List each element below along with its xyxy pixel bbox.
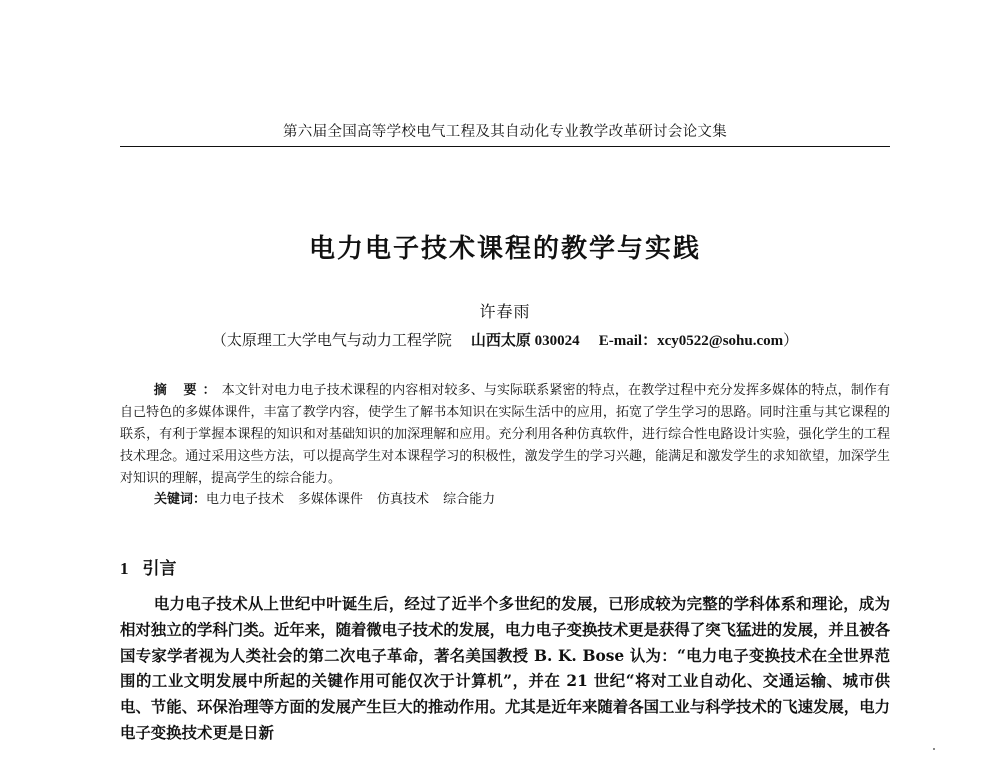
keyword-item: 综合能力 <box>443 492 496 507</box>
affiliation <box>120 329 890 350</box>
keyword-item: 仿真技术 <box>377 492 430 507</box>
keyword-item: 多媒体课件 <box>298 492 364 507</box>
author-name: 许春雨 <box>479 302 531 321</box>
section-number: 1 <box>120 559 129 578</box>
section-title: 引言 <box>142 559 177 579</box>
keywords-label: 关键词： <box>154 492 207 507</box>
abstract-label: 摘 要： <box>153 383 222 398</box>
running-header: 第六届全国高等学校电气工程及其自动化专业教学改革研讨会论文集 <box>120 120 890 147</box>
affiliation-close-paren: ） <box>783 331 799 349</box>
paper-title: 电力电子技术课程的教学与实践 <box>308 234 701 264</box>
keyword-item: 电力电子技术 <box>206 492 285 507</box>
body-paragraph: 电力电子技术从上世纪中叶诞生后，经过了近半个多世纪的发展，已形成较为完整的学科体系和理论，成为相对独立的学科门类。近年来，随着微电子技术的发展，电力电子变换技术更是获得了突飞猛进的发展，并且被各国专家学者视为人类社会的第二次电子革命，著名美国教授 B. K. Bose 认为：“电力电子变换技术在全世界范围的工业文明发展中所起的关键作用可能仅次于计算机”，并在 21 世纪“将对工业自动化、交通运输、城市供电、节能、环保治理等方面的发展产生巨大的推动作用。尤其是近年来随着各国工业与科学技术的飞速发展，电力电子变换技术更是日新 <box>120 595 890 742</box>
affiliation-institution: 太原理工大学电气与动力工程学院 <box>226 331 452 349</box>
affiliation-city: 山西太原 030024 <box>470 333 580 349</box>
affiliation-email-label: E-mail： <box>598 333 658 349</box>
scan-speck <box>933 748 935 750</box>
abstract-text: 本文针对电力电子技术课程的内容相对较多、与实际联系紧密的特点，在教学过程中充分发挥多媒体的特点，制作有自己特色的多媒体课件，丰富了教学内容，使学生了解书本知识在实际生活中的应用，拓宽了学生学习的思路。同时注重与其它课程的联系，有利于掌握本课程的知识和对基础知识的加深理解和应用。充分利用各种仿真软件，进行综合性电路设计实验，强化学生的工程技术理念。通过采用这些方法，可以提高学生对本课程学习的积极性，激发学生的学习兴趣，能满足和激发学生的求知欲望，加深学生对知识的理解，提高学生的综合能力。 <box>120 383 890 486</box>
affiliation-open-paren: （ <box>211 331 227 349</box>
section-heading <box>120 554 890 579</box>
affiliation-email: xcy0522@sohu.com <box>657 333 784 349</box>
keywords <box>120 489 890 511</box>
abstract <box>120 380 890 490</box>
